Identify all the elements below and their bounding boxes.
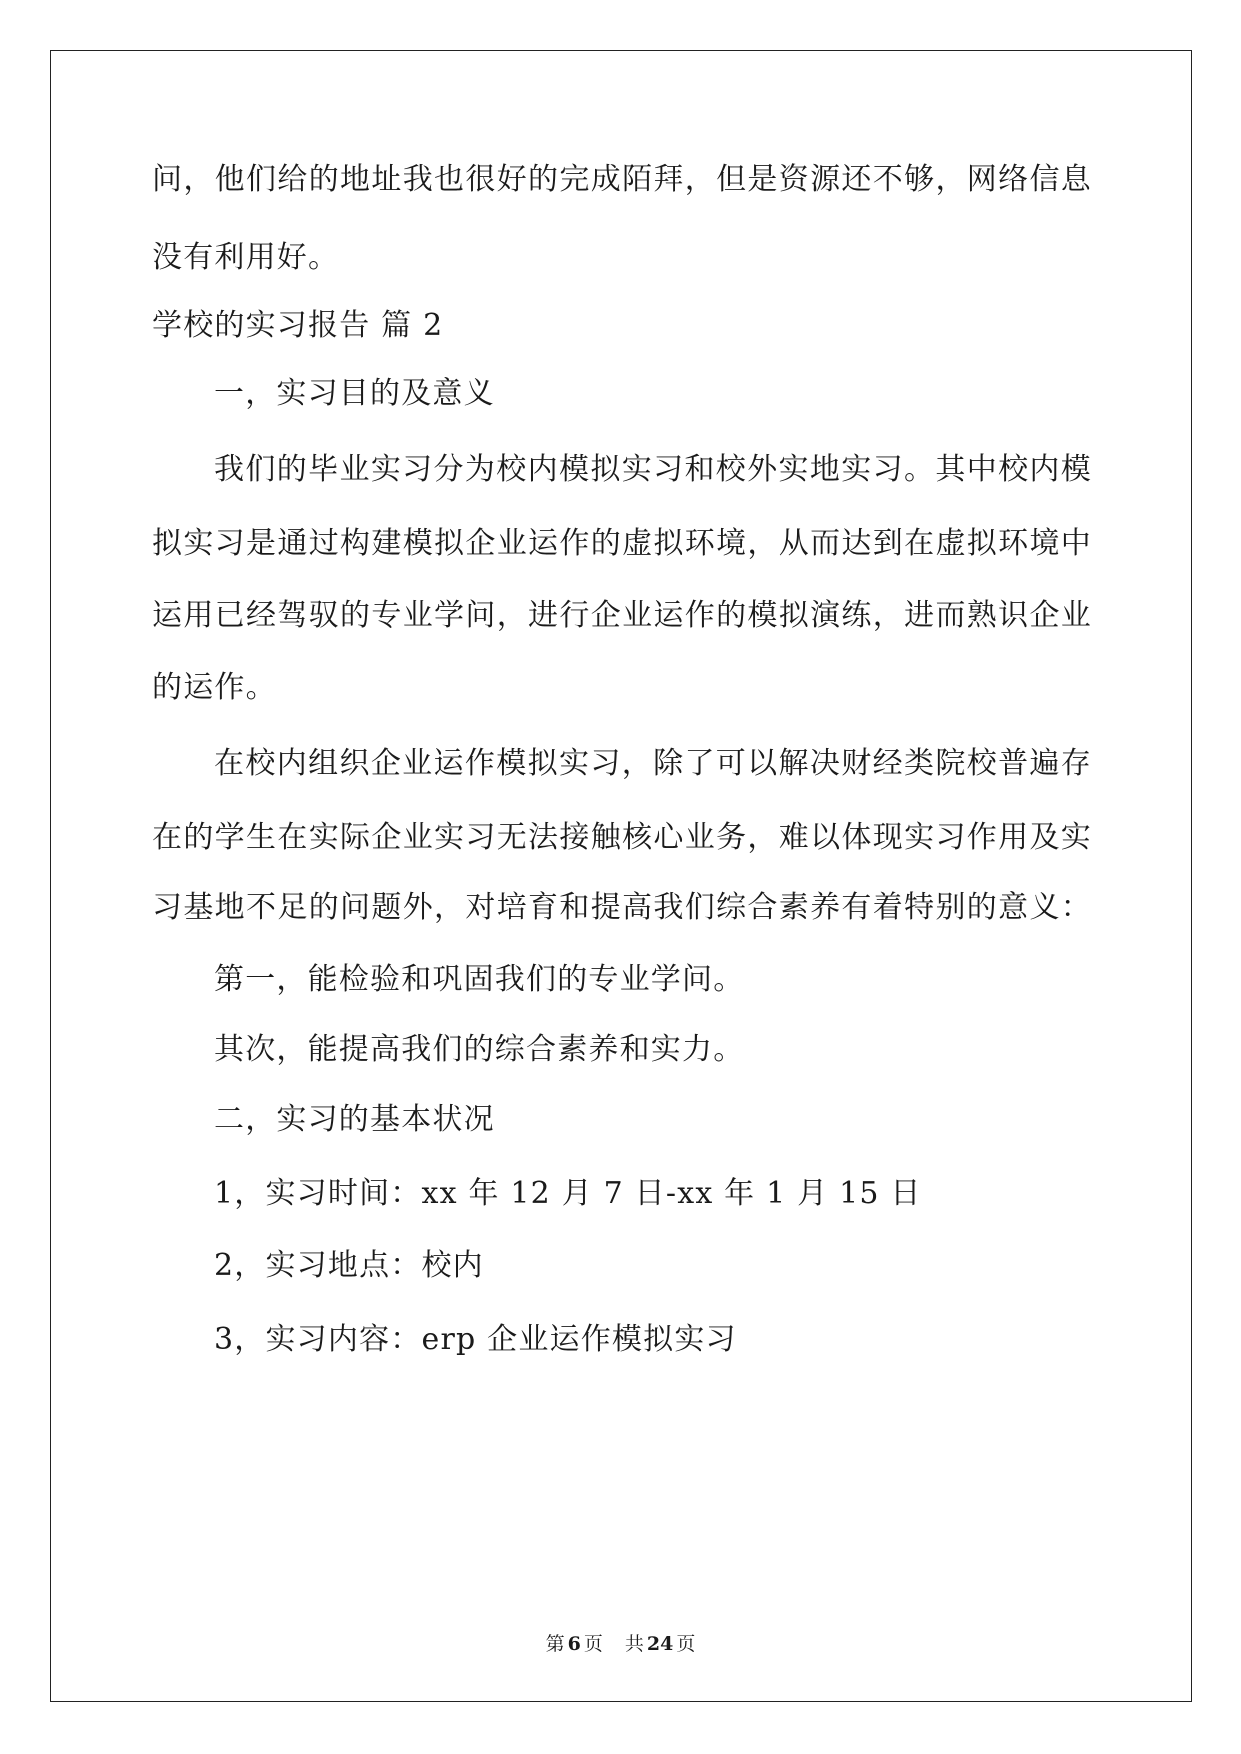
paragraph-line: 其次，能提高我们的综合素养和实力。 bbox=[214, 1032, 745, 1067]
list-item: 1，实习时间：xx 年 12 月 7 日-xx 年 1 月 15 日 bbox=[214, 1176, 922, 1211]
list-item: 2，实习地点：校内 bbox=[214, 1248, 484, 1283]
paragraph-line: 拟实习是通过构建模拟企业运作的虚拟环境，从而达到在虚拟环境中 bbox=[152, 526, 1092, 561]
list-item: 3，实习内容：erp 企业运作模拟实习 bbox=[214, 1322, 737, 1357]
paragraph-line: 我们的毕业实习分为校内模拟实习和校外实地实习。其中校内模 bbox=[214, 452, 1092, 487]
paragraph-line: 在的学生在实际企业实习无法接触核心业务，难以体现实习作用及实 bbox=[152, 820, 1092, 855]
section-heading: 学校的实习报告 篇 2 bbox=[152, 308, 444, 343]
total-suffix: 页 bbox=[676, 1633, 696, 1655]
paragraph-line: 运用已经驾驭的专业学问，进行企业运作的模拟演练，进而熟识企业 bbox=[152, 598, 1092, 633]
paragraph-line: 在校内组织企业运作模拟实习，除了可以解决财经类院校普遍存 bbox=[214, 746, 1092, 781]
paragraph-line: 第一，能检验和巩固我们的专业学问。 bbox=[214, 962, 745, 997]
page-prefix: 第 bbox=[545, 1633, 565, 1655]
page-footer bbox=[0, 1632, 1241, 1656]
page-number: 6 bbox=[567, 1633, 581, 1655]
total-pages: 24 bbox=[646, 1633, 674, 1655]
paragraph-line: 的运作。 bbox=[152, 670, 277, 705]
paragraph-line: 没有利用好。 bbox=[152, 240, 340, 275]
paragraph-line: 习基地不足的问题外，对培育和提高我们综合素养有着特别的意义： bbox=[152, 890, 1092, 925]
subheading: 二，实习的基本状况 bbox=[214, 1102, 495, 1137]
total-prefix: 共 bbox=[624, 1633, 644, 1655]
subheading: 一，实习目的及意义 bbox=[214, 376, 495, 411]
paragraph-line: 问，他们给的地址我也很好的完成陌拜，但是资源还不够，网络信息 bbox=[152, 162, 1092, 197]
page-border bbox=[50, 50, 1192, 1702]
page-suffix: 页 bbox=[583, 1633, 603, 1655]
